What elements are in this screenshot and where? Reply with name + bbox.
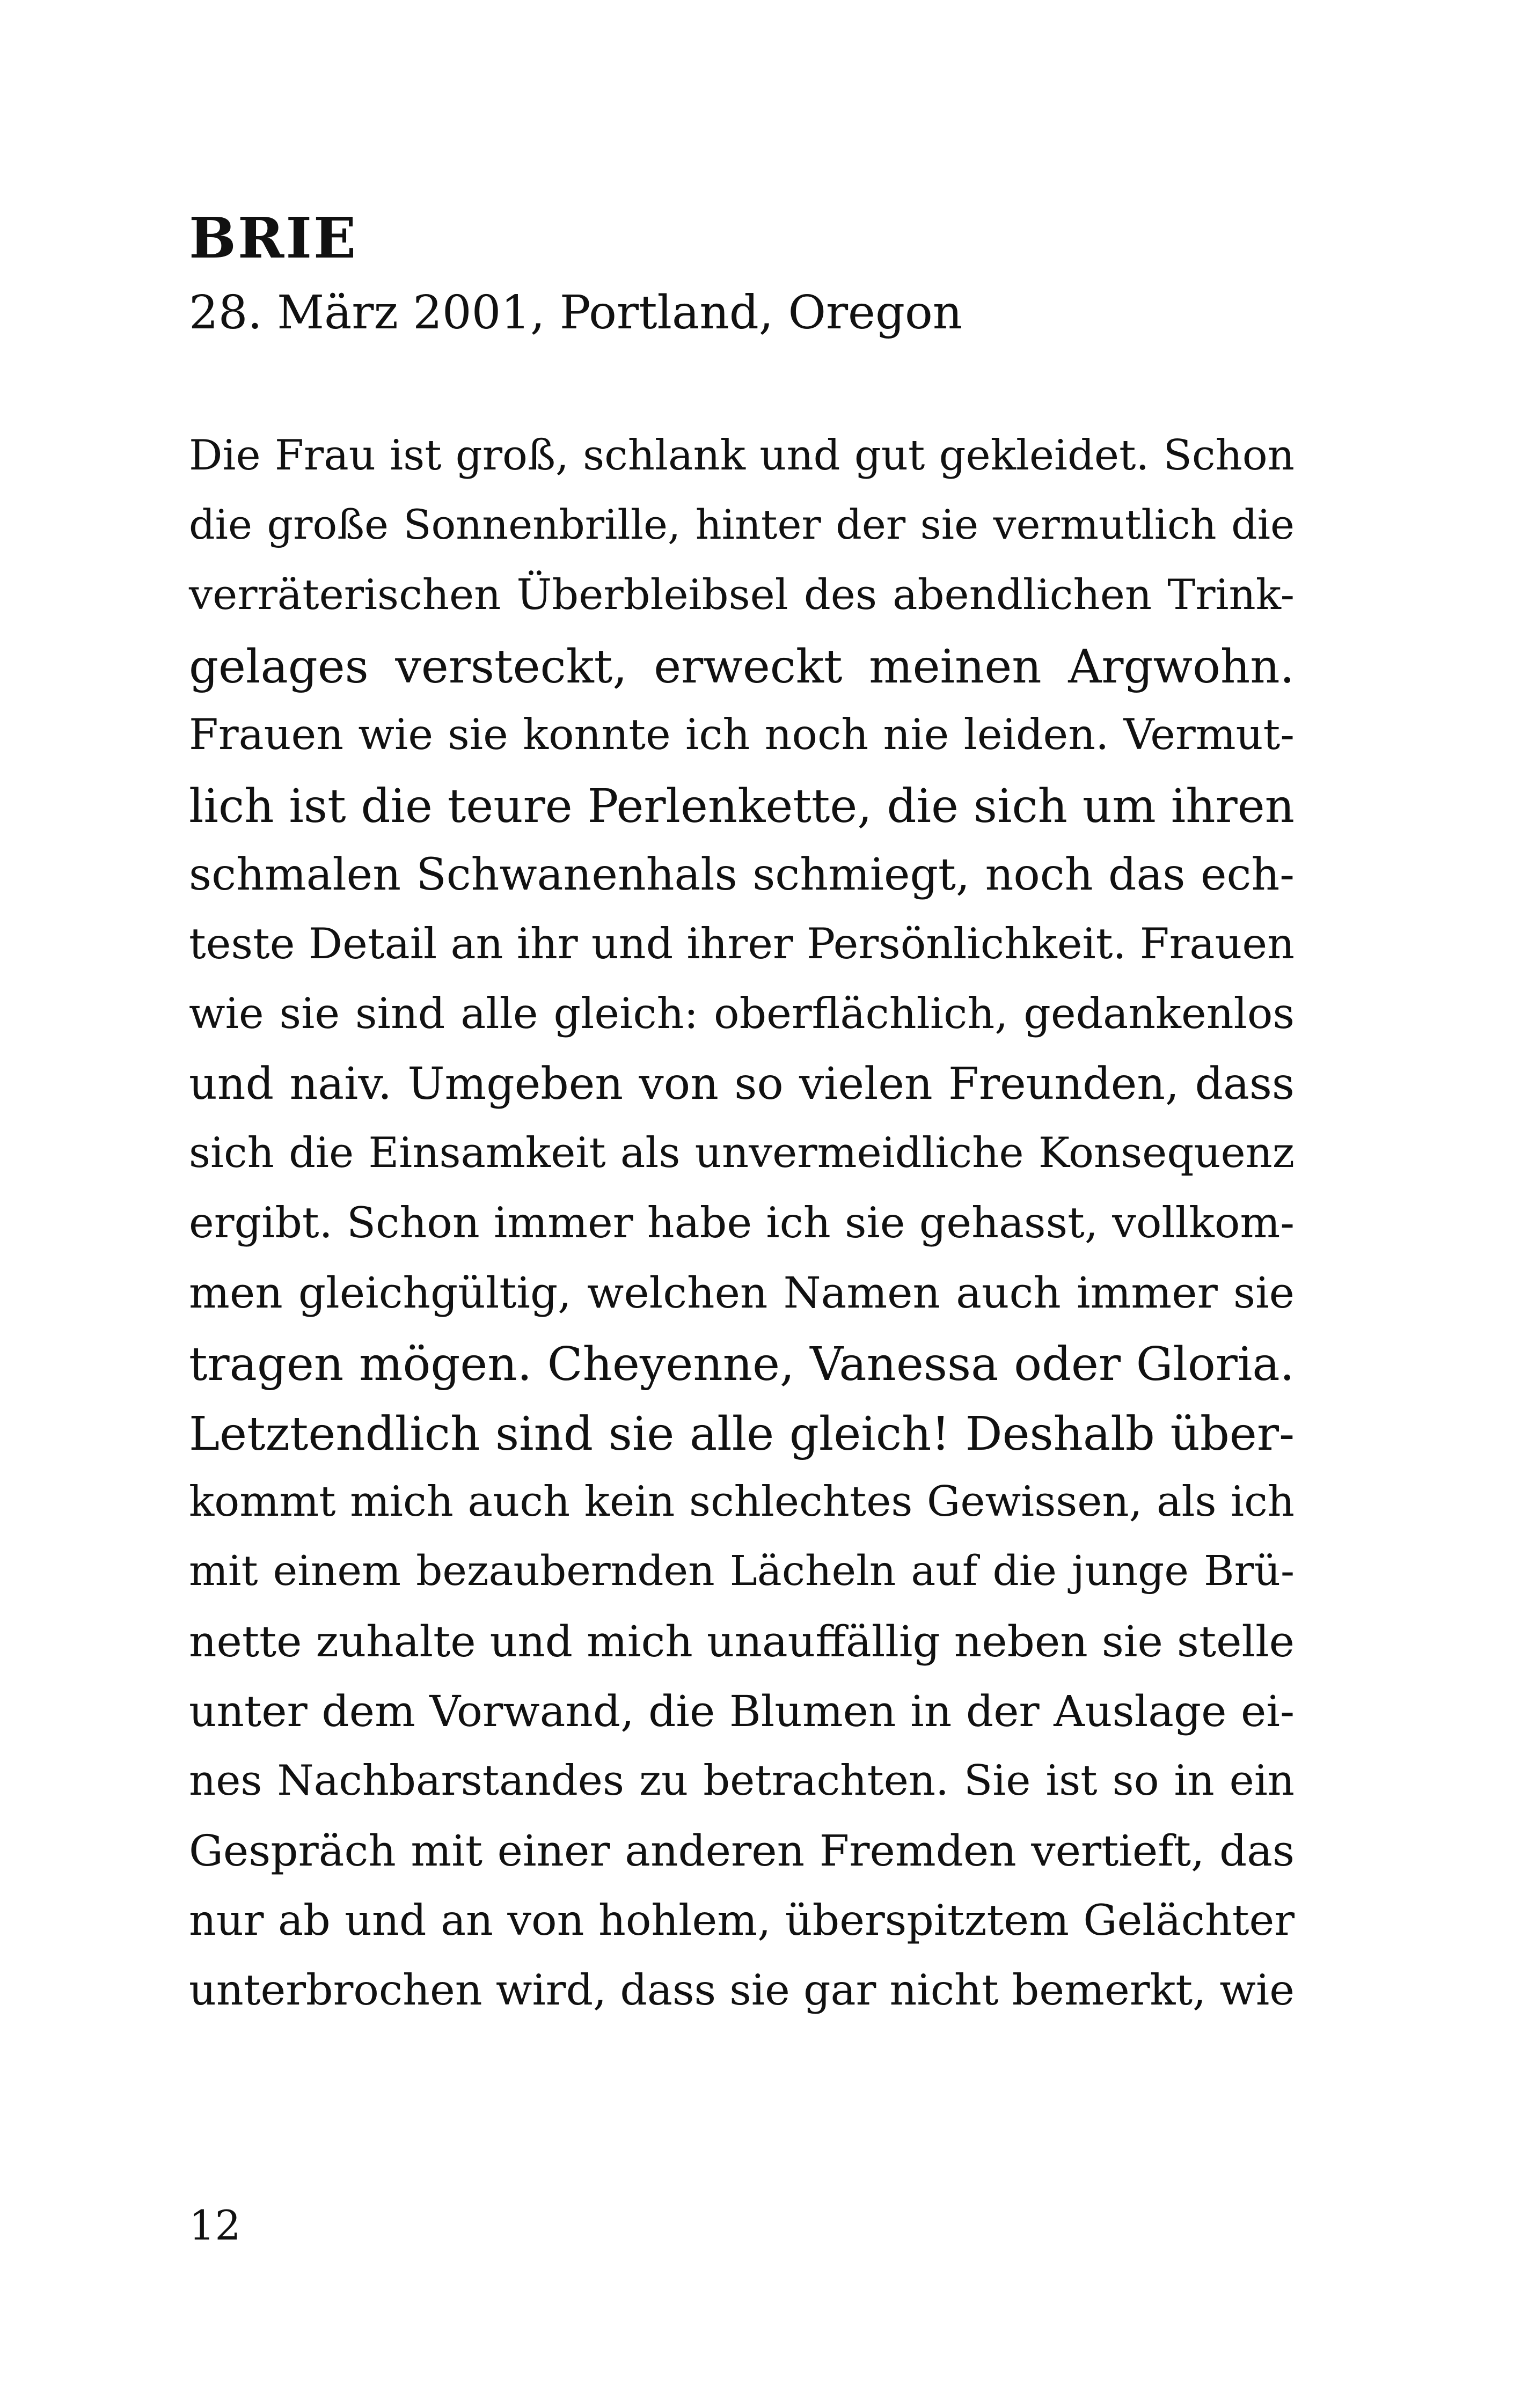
body-line: nette zuhalte und mich unauffällig neben sie stelle <box>189 1617 1295 1666</box>
body-line: Gespräch mit einer anderen Fremden vertieft, das <box>189 1826 1295 1876</box>
chapter-title: BRIE <box>189 205 358 271</box>
body-line: ergibt. Schon immer habe ich sie gehasst, vollkom- <box>189 1198 1295 1247</box>
body-line: unter dem Vorwand, die Blumen in der Auslage ei- <box>189 1686 1295 1736</box>
body-line: nur ab und an von hohlem, überspitztem Gelächter <box>189 1896 1295 1945</box>
body-line: unterbrochen wird, dass sie gar nicht bemerkt, wie <box>189 1965 1295 2015</box>
body-line: kommt mich auch kein schlechtes Gewissen, als ich <box>189 1478 1295 1526</box>
body-line: Letztendlich sind sie alle gleich! Deshalb über- <box>189 1407 1295 1461</box>
chapter-dateline: 28. März 2001, Portland, Oregon <box>189 286 963 340</box>
body-line: teste Detail an ihr und ihrer Persönlichkeit. Frauen <box>189 919 1295 968</box>
body-line: nes Nachbarstandes zu betrachten. Sie ist so in ein <box>189 1757 1295 1805</box>
body-line: schmalen Schwanenhals schmiegt, noch das ech- <box>189 849 1295 900</box>
body-line: men gleichgültig, welchen Namen auch immer sie <box>189 1268 1295 1318</box>
body-line: Frauen wie sie konnte ich noch nie leiden. Vermut- <box>189 710 1295 759</box>
body-line: die große Sonnenbrille, hinter der sie vermutlich die <box>189 501 1295 548</box>
body-line: und naiv. Umgeben von so vielen Freunden, dass <box>189 1059 1295 1110</box>
body-line: Die Frau ist groß, schlank und gut gekleidet. Schon <box>189 431 1295 480</box>
body-line: gelages versteckt, erweckt meinen Argwohn. <box>189 640 1295 694</box>
body-paragraph <box>189 431 1295 2039</box>
body-line: verräterischen Überbleibsel des abendlichen Trink- <box>189 571 1295 619</box>
body-line: tragen mögen. Cheyenne, Vanessa oder Gloria. <box>189 1338 1295 1391</box>
body-line: wie sie sind alle gleich: oberflächlich, gedankenlos <box>189 989 1295 1038</box>
body-line: lich ist die teure Perlenkette, die sich um ihren <box>189 780 1295 833</box>
page-number: 12 <box>189 2201 241 2249</box>
body-line: sich die Einsamkeit als unvermeidliche Konsequenz <box>189 1129 1295 1177</box>
body-line: mit einem bezaubernden Lächeln auf die junge Brü- <box>189 1547 1295 1595</box>
